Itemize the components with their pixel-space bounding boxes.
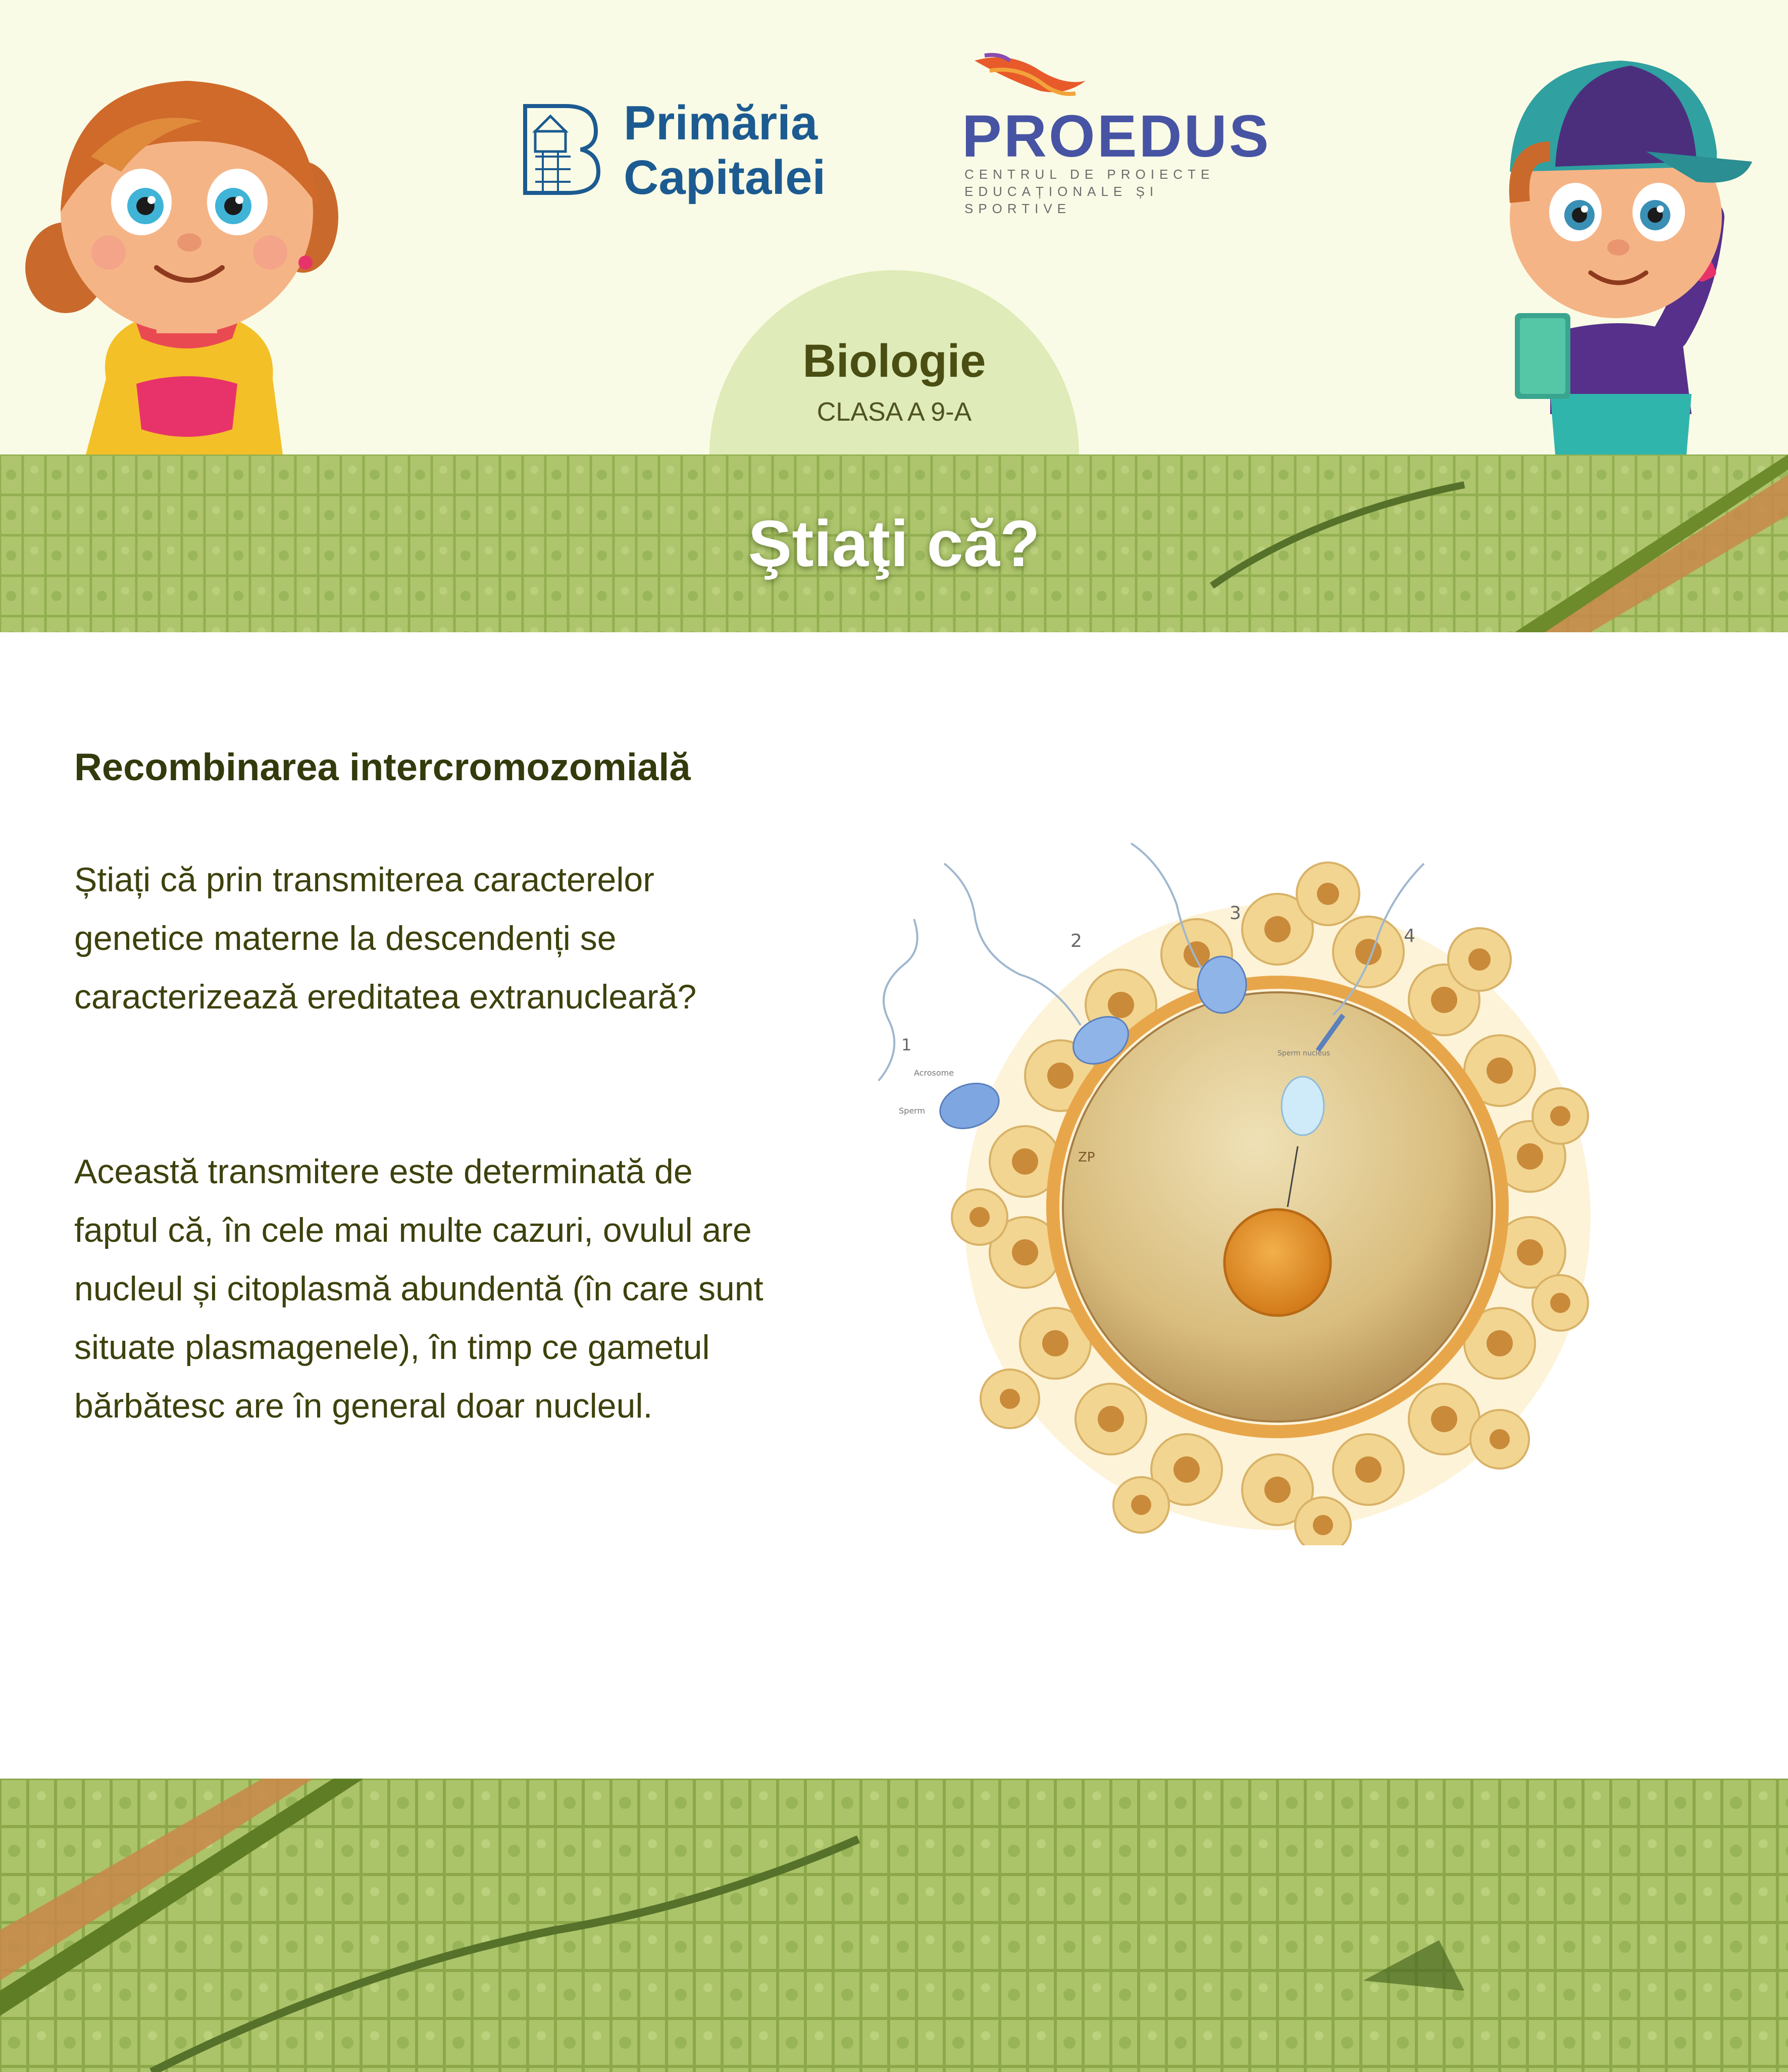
sperm-label: Sperm (899, 1106, 926, 1116)
figure-label-1: 1 (901, 1035, 912, 1054)
proedus-tagline-line1: CENTRUL DE PROIECTE (964, 167, 1215, 182)
logo-primaria-line1: Primăria (624, 96, 818, 150)
proedus-wordmark: PROEDUS (962, 103, 1271, 170)
figure-label-4: 4 (1404, 926, 1415, 946)
subject-title: Biologie (802, 335, 986, 387)
plant-tissue-texture-footer (0, 1779, 1788, 2072)
primaria-capitalei-logo (520, 96, 853, 205)
figure-label-3: 3 (1230, 903, 1241, 924)
flame-icon (969, 50, 1101, 111)
article-heading: Recombinarea intercromozomială (74, 746, 691, 789)
building-b-icon (520, 101, 601, 197)
grade-label: CLASA A 9-A (816, 397, 972, 427)
page-header (0, 0, 1788, 454)
figure-label-2: 2 (1070, 931, 1082, 951)
fertilization-diagram (858, 833, 1596, 1545)
proedus-tagline-line2: EDUCAȚIONALE ȘI SPORTIVE (964, 184, 1159, 216)
zp-label: ZP (1078, 1150, 1095, 1165)
micrograph-banner (0, 454, 1788, 632)
boy-character-illustration (1479, 50, 1762, 454)
logo-primaria-line2: Capitalei (624, 150, 826, 205)
sperm-nucleus-inside (1282, 1077, 1324, 1135)
acrosome-label: Acrosome (914, 1068, 954, 1078)
girl-character-illustration (20, 56, 353, 454)
micrograph-footer (0, 1779, 1788, 2072)
banner-title: Ştiaţi că? (748, 507, 1040, 580)
article-paragraph-2: Această transmitere este determinată de faptul că, în cele mai multe cazuri, ovulul are nucleul și citoplasmă abundentă (în care sunt situate plasmagenele), în timp ce gametul bărbătesc are în general doar nucleul. (74, 1152, 763, 1425)
sperm-nucleus-label: Sperm nucleus (1278, 1049, 1331, 1057)
article-paragraph-1: Știați că prin transmiterea caracterelor genetice materne la descendenți se caracterizează ereditatea extranucleară? (74, 861, 697, 1016)
proedus-logo (949, 50, 1271, 216)
ovum-nucleus (1224, 1209, 1331, 1316)
